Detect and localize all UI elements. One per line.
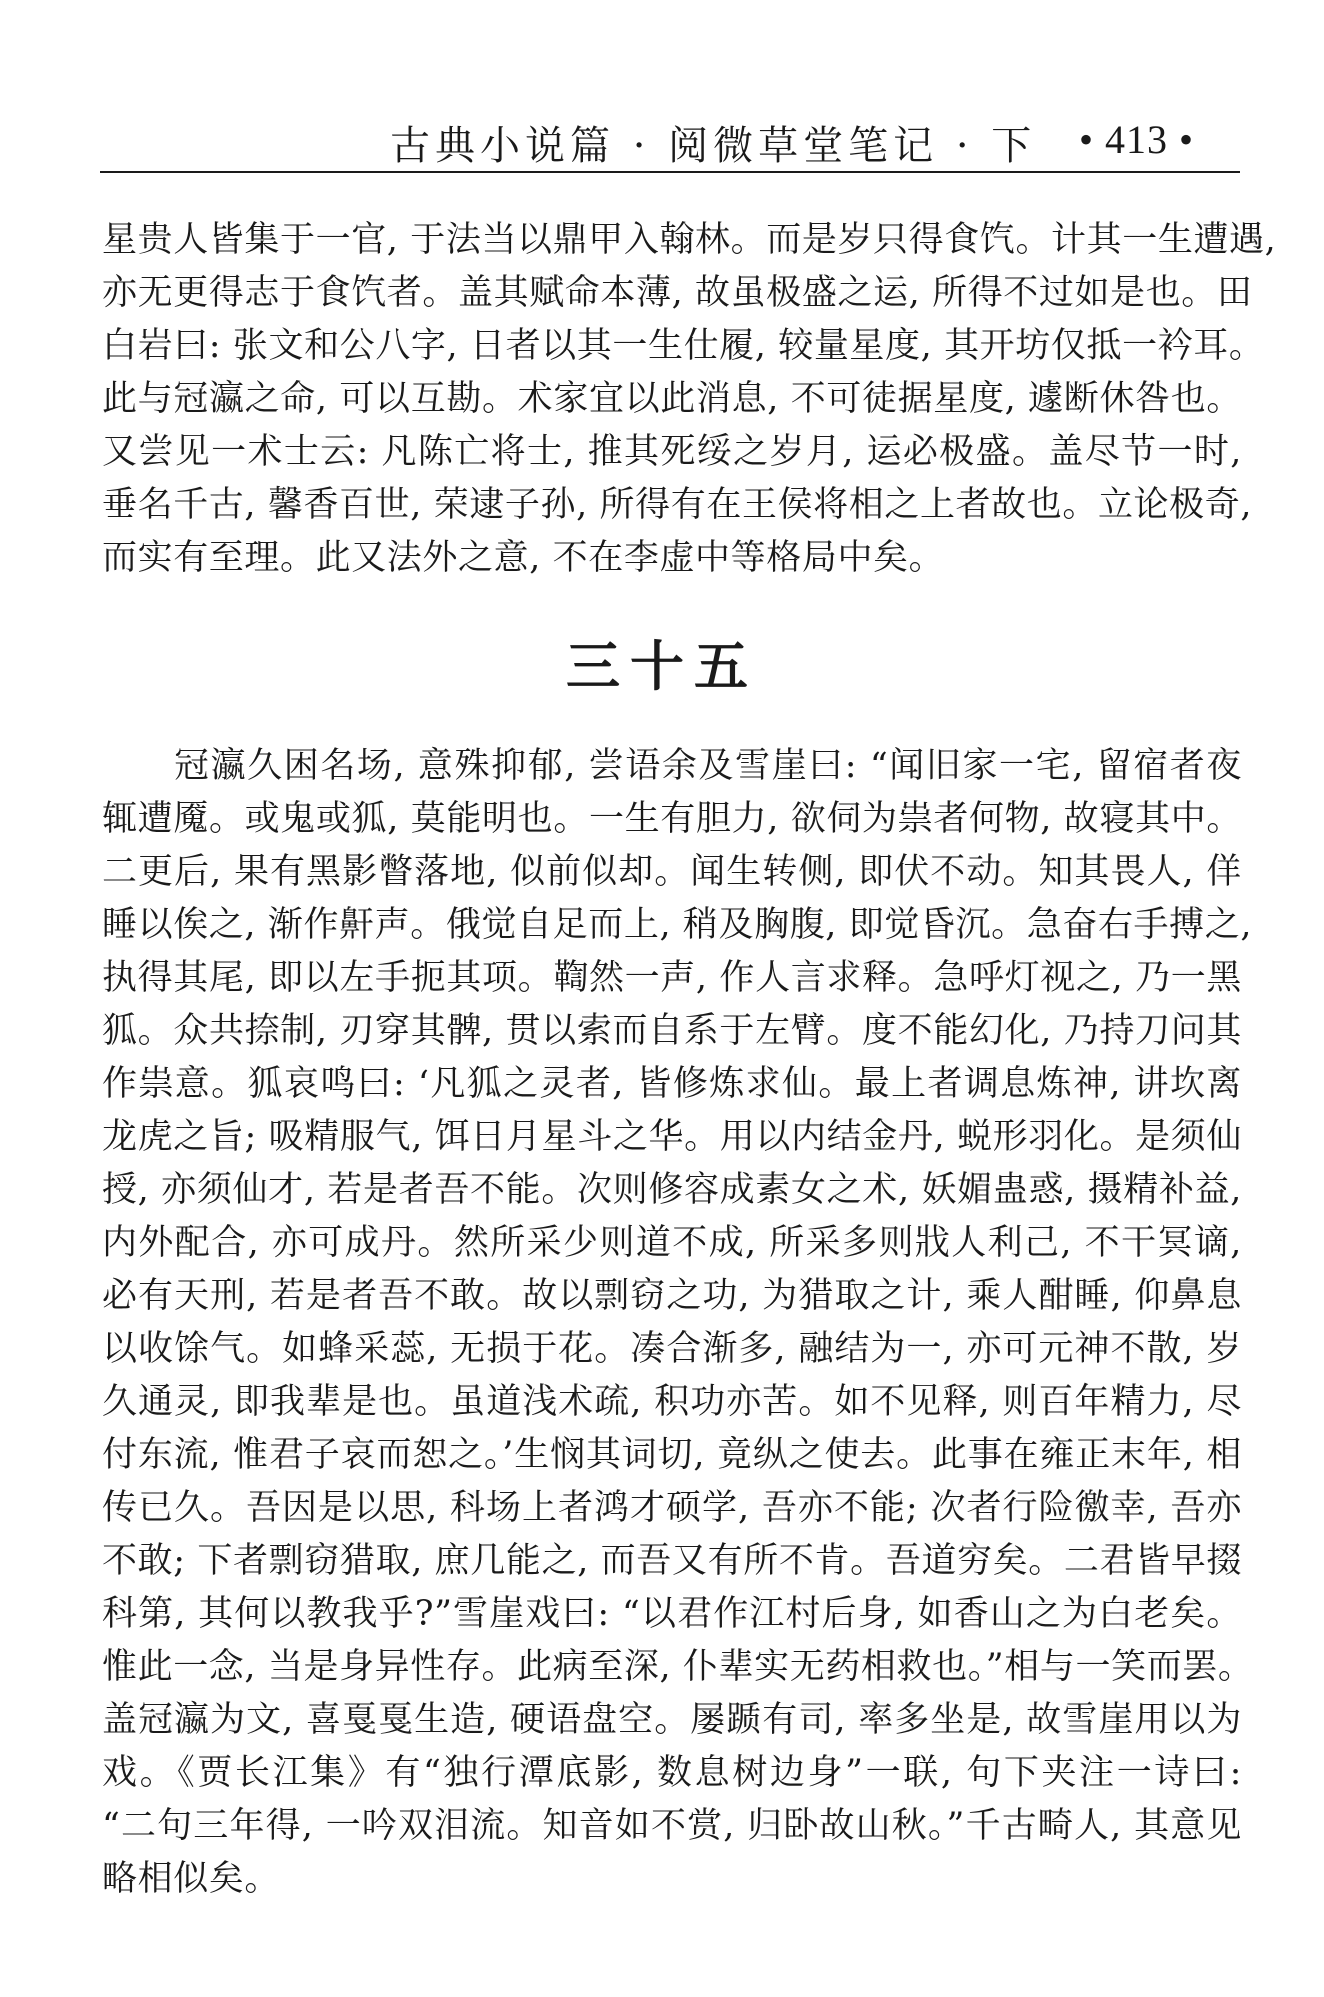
text-line: 而实有至理。此又法外之意, 不在李虚中等格局中矣。: [102, 538, 945, 578]
text-line: 又尝见一术士云: 凡陈亡将士, 推其死绥之岁月, 运必极盛。盖尽节一时,: [102, 432, 1242, 472]
text-line: “二句三年得, 一吟双泪流。知音如不赏, 归卧故山秋。”千古畸人, 其意见: [102, 1806, 1242, 1846]
section-heading: 三十五: [566, 635, 758, 698]
running-header: [100, 108, 1240, 168]
text-line: 白岩曰: 张文和公八字, 日者以其一生仕履, 较量星度, 其开坊仅抵一衿耳。: [102, 326, 1265, 366]
text-line: 二更后, 果有黑影瞥落地, 似前似却。闻生转侧, 即伏不动。知其畏人, 佯: [102, 852, 1242, 892]
text-line: 惟此一念, 当是身异性存。此病至深, 仆辈实无药相救也。”相与一笑而罢。: [102, 1647, 1254, 1687]
text-line: 不敢; 下者剽窃猎取, 庶几能之, 而吾又有所不肯。吾道穷矣。二君皆早掇: [102, 1541, 1242, 1581]
paragraph-continued: [102, 214, 1277, 585]
text-line: 星贵人皆集于一官, 于法当以鼎甲入翰林。而是岁只得食饩。计其一生遭遇,: [102, 220, 1277, 260]
running-header-title: 古典小说篇 · 阅微草堂笔记 · 下: [390, 123, 1037, 169]
text-line: 必有天刑, 若是者吾不敢。故以剽窃之功, 为猎取之计, 乘人酣睡, 仰鼻息: [102, 1276, 1242, 1316]
header-divider: [100, 171, 1240, 173]
text-line: 略相似矣。: [102, 1859, 281, 1899]
text-line: 久通灵, 即我辈是也。虽道浅术疏, 积功亦苦。如不见释, 则百年精力, 尽: [102, 1382, 1242, 1422]
text-line: 付东流, 惟君子哀而恕之。’生悯其词切, 竟纵之使去。此事在雍正末年, 相: [102, 1435, 1242, 1475]
text-line: 狐。众共捺制, 刃穿其髀, 贯以索而自系于左臂。度不能幻化, 乃持刀问其: [102, 1011, 1242, 1051]
text-line: 冠瀛久困名场, 意殊抑郁, 尝语余及雪崖曰: “闻旧家一宅, 留宿者夜: [174, 746, 1242, 786]
text-line: 垂名千古, 馨香百世, 荣逮子孙, 所得有在王侯将相之上者故也。立论极奇,: [102, 485, 1253, 525]
text-line: 作祟意。狐哀鸣曰: ‘凡狐之灵者, 皆修炼求仙。最上者调息炼神, 讲坎离: [102, 1064, 1242, 1104]
text-line: 以收馀气。如蜂采蕊, 无损于花。凑合渐多, 融结为一, 亦可元神不散, 岁: [102, 1329, 1242, 1369]
text-line: 执得其尾, 即以左手扼其项。鞫然一声, 作人言求释。急呼灯视之, 乃一黑: [102, 958, 1242, 998]
paragraph-body: [102, 740, 1254, 1906]
text-line: 科第, 其何以教我乎?”雪崖戏曰: “以君作江村后身, 如香山之为白老矣。: [102, 1594, 1242, 1634]
text-line: 内外配合, 亦可成丹。然所采少则道不成, 所采多则戕人利己, 不干冥谪,: [102, 1223, 1242, 1263]
text-line: 盖冠瀛为文, 喜戛戛生造, 硬语盘空。屡踬有司, 率多坐是, 故雪崖用以为: [102, 1700, 1242, 1740]
text-line: 辄遭魇。或鬼或狐, 莫能明也。一生有胆力, 欲伺为祟者何物, 故寝其中。: [102, 799, 1242, 839]
page-number: • 413 •: [1078, 117, 1194, 162]
text-line: 传已久。吾因是以思, 科场上者鸿才硕学, 吾亦不能; 次者行险徼幸, 吾亦: [102, 1488, 1242, 1528]
text-line: 授, 亦须仙才, 若是者吾不能。次则修容成素女之术, 妖媚蛊惑, 摄精补益,: [102, 1170, 1242, 1210]
text-line: 亦无更得志于食饩者。盖其赋命本薄, 故虽极盛之运, 所得不过如是也。田: [102, 273, 1253, 313]
text-line: 戏。《贾长江集》有“独行潭底影, 数息树边身”一联, 句下夹注一诗曰:: [102, 1753, 1242, 1793]
text-line: 龙虎之旨; 吸精服气, 饵日月星斗之华。用以内结金丹, 蜕形羽化。是须仙: [102, 1117, 1242, 1157]
text-line: 此与冠瀛之命, 可以互勘。术家宜以此消息, 不可徒据星度, 遽断休咎也。: [102, 379, 1242, 419]
text-line: 睡以俟之, 渐作鼾声。俄觉自足而上, 稍及胸腹, 即觉昏沉。急奋右手搏之,: [102, 905, 1253, 945]
